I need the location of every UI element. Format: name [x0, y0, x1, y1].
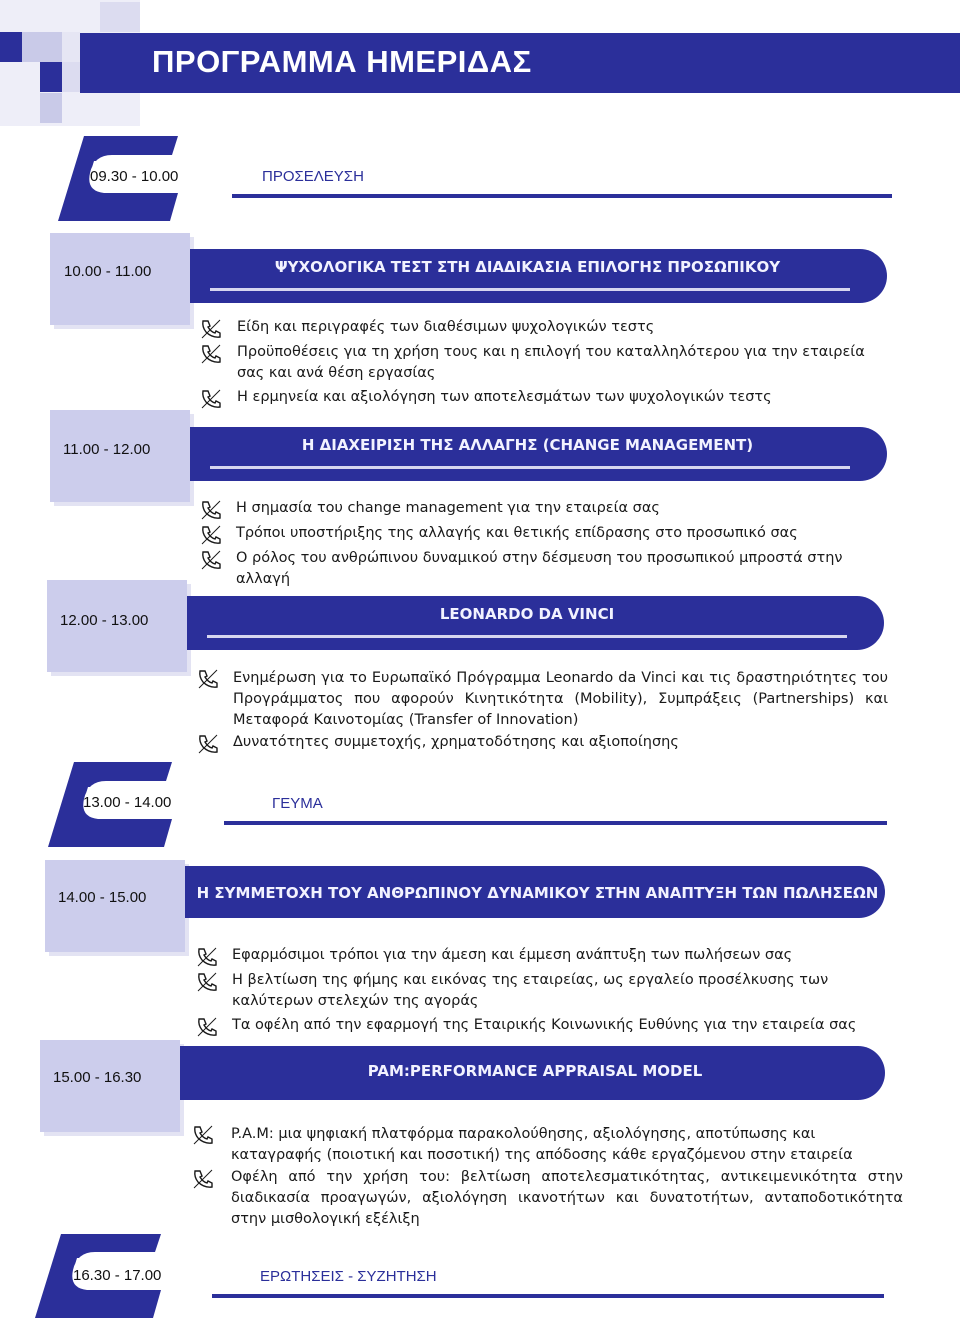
bullet-item: Η σημασία του change management για την εταιρεία σας: [236, 500, 660, 516]
bullet-item: P.A.M: μια ψηφιακή πλατφόρμα παρακολούθησης, αξιολόγησης, αποτύπωσης και καταγραφής (ποιοτική και ποσοτική) της απόδοσης κάθε εργαζόμενου στην εταιρεία: [231, 1126, 853, 1163]
session-bar-underline: [210, 288, 850, 291]
header-deco-square: [40, 62, 62, 92]
time-label: 15.00 - 16.30: [53, 1069, 142, 1086]
header-deco-square: [0, 32, 22, 62]
phone-bullet-icon: [197, 668, 219, 690]
bullet-item: Τα οφέλη από την εφαρμογή της Εταιρικής Κοινωνικής Ευθύνης για την εταιρεία σας: [232, 1017, 857, 1033]
bullet-item: Τρόποι υποστήριξης της αλλαγής και θετικής επίδρασης στο προσωπικό σας: [236, 525, 798, 541]
bullet-item: Εφαρμόσιμοι τρόποι για την άμεση και έμμεση ανάπτυξη των πωλήσεων σας: [232, 947, 793, 963]
session-bar-underline: [207, 635, 847, 638]
session-title: ΨΥΧΟΛΟΓΙΚΑ ΤΕΣΤ ΣΤΗ ΔΙΑΔΙΚΑΣΙΑ ΕΠΙΛΟΓΗΣ ΠΡΟΣΩΠΙΚΟΥ: [274, 258, 781, 276]
session-rule: [212, 1294, 884, 1298]
session-rule: [232, 194, 892, 198]
phone-bullet-icon: [200, 343, 222, 365]
session-title: PAM:PERFORMANCE APPRAISAL MODEL: [367, 1062, 703, 1080]
phone-bullet-icon: [200, 318, 222, 340]
time-box: [45, 860, 185, 952]
header-deco-square: [62, 32, 80, 62]
session-rule: [224, 821, 887, 825]
phone-bullet-icon: [196, 1016, 218, 1038]
time-label: 14.00 - 15.00: [58, 889, 147, 906]
session-title: ΕΡΩΤΗΣΕΙΣ - ΣΥΖΗΤΗΣΗ: [260, 1268, 437, 1285]
phone-bullet-icon: [192, 1124, 214, 1146]
bullet-item: Η ερμηνεία και αξιολόγηση των αποτελεσμάτων των ψυχολογικών τεστς: [237, 389, 772, 405]
session-bar-underline: [210, 466, 850, 469]
bullet-item: Προϋποθέσεις για τη χρήση τους και η επιλογή του καταλληλότερου για την εταιρεία σας και ανά θέση εργασίας: [237, 344, 865, 381]
phone-bullet-icon: [200, 524, 222, 546]
time-label: 09.30 - 10.00: [90, 168, 179, 185]
phone-bullet-icon: [192, 1168, 214, 1190]
time-box: [40, 1040, 180, 1132]
time-label: 13.00 - 14.00: [83, 794, 172, 811]
page-title: ΠΡΟΓΡΑΜΜΑ ΗΜΕΡΙΔΑΣ: [152, 44, 532, 79]
bullet-item: Ο ρόλος του ανθρώπινου δυναμικού στην δέσμευση του προσωπικού μπροστά στην αλλαγή: [236, 550, 843, 587]
phone-bullet-icon: [196, 971, 218, 993]
time-label: 11.00 - 12.00: [63, 441, 151, 458]
session-title: LEONARDO DA VINCI: [439, 605, 615, 623]
bullet-item: Ενημέρωση για το Ευρωπαϊκό Πρόγραμμα Leonardo da Vinci και τις δραστηριότητες του Προγράμματος που αφορούν Κινητικότητα (Mobility), Συμπράξεις (Partnerships) και Μεταφορά Καινοτομίας (Transfer of Innovation): [233, 670, 888, 728]
time-label: 10.00 - 11.00: [64, 263, 152, 280]
header-deco-square: [22, 32, 62, 62]
time-label: 12.00 - 13.00: [60, 612, 149, 629]
time-label: 16.30 - 17.00: [73, 1267, 162, 1284]
phone-bullet-icon: [200, 388, 222, 410]
session-title: ΓΕΥΜΑ: [272, 795, 323, 812]
header-deco-square: [40, 93, 62, 123]
bullet-item: Οφέλη από την χρήση του: βελτίωση αποτελεσματικότητας, αντικειμενικότητα στην διαδικασία προαγωγών, αξιολόγηση ικανοτήτων και δυνατοτήτων, ανταποδοτικότητα στην μισθολογική εξέλιξη: [231, 1169, 903, 1227]
phone-bullet-icon: [197, 733, 219, 755]
session-title: Η ΔΙΑΧΕΙΡΙΣΗ ΤΗΣ ΑΛΛΑΓΗΣ (CHANGE MANAGEMENT): [301, 436, 754, 454]
bullet-item: Η βελτίωση της φήμης και εικόνας της εταιρείας, ως εργαλείο προσέλκυσης των καλύτερων στελεχών της αγοράς: [232, 972, 829, 1009]
phone-bullet-icon: [200, 499, 222, 521]
session-title: ΠΡΟΣΕΛΕΥΣΗ: [262, 168, 364, 185]
phone-bullet-icon: [196, 946, 218, 968]
phone-bullet-icon: [200, 549, 222, 571]
bullet-item: Δυνατότητες συμμετοχής, χρηματοδότησης και αξιοποίησης: [233, 734, 679, 750]
session-title: Η ΣΥΜΜΕΤΟΧΗ ΤΟΥ ΑΝΘΡΩΠΙΝΟΥ ΔΥΝΑΜΙΚΟΥ ΣΤΗΝ ΑΝΑΠΤΥΞΗ ΤΩΝ ΠΩΛΗΣΕΩΝ: [196, 884, 879, 902]
header-deco-square: [100, 2, 140, 32]
bullet-item: Είδη και περιγραφές των διαθέσιμων ψυχολογικών τεστς: [237, 319, 655, 335]
